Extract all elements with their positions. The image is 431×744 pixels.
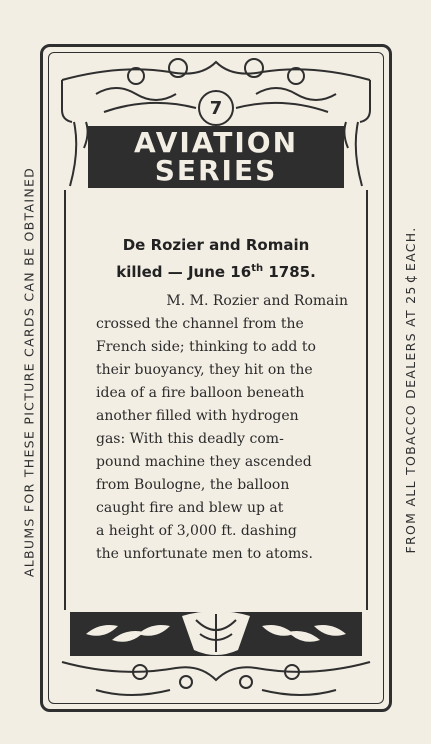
title-line2-suffix: 1785. [263, 263, 316, 281]
description-line: another filled with hydrogen [96, 408, 299, 424]
description-line: idea of a fire balloon beneath [96, 385, 305, 401]
description-line: the unfortunate men to atoms. [96, 546, 313, 562]
description-line: M. M. Rozier and Romain [166, 293, 348, 309]
price-text-suffix: EACH. [403, 226, 418, 272]
series-title-line1: AVIATION [133, 126, 299, 159]
title-line2-prefix: killed — June 16 [116, 263, 252, 281]
title-line1: De Rozier and Romain [122, 236, 310, 254]
description-line: pound machine they ascended [96, 454, 312, 470]
cent-sign: ¢ [403, 273, 419, 284]
description-line: French side; thinking to add to [96, 339, 316, 355]
price-text-prefix: FROM ALL TOBACCO DEALERS AT 25 [403, 285, 418, 554]
description-line: caught fire and blew up at [96, 500, 284, 516]
description-line: crossed the channel from the [96, 316, 304, 332]
series-title-line2: SERIES [154, 154, 278, 187]
description-line: from Boulogne, the balloon [96, 477, 290, 493]
description-line: their buoyancy, they hit on the [96, 362, 313, 378]
album-offer-text: ALBUMS FOR THESE PICTURE CARDS CAN BE OBTAINED [21, 166, 37, 578]
title-line2-sup: th [251, 263, 264, 274]
description-line: a height of 3,000 ft. dashing [96, 523, 297, 539]
card-number-badge: 7 [198, 90, 234, 126]
description-line: gas: With this deadly com- [96, 431, 284, 447]
